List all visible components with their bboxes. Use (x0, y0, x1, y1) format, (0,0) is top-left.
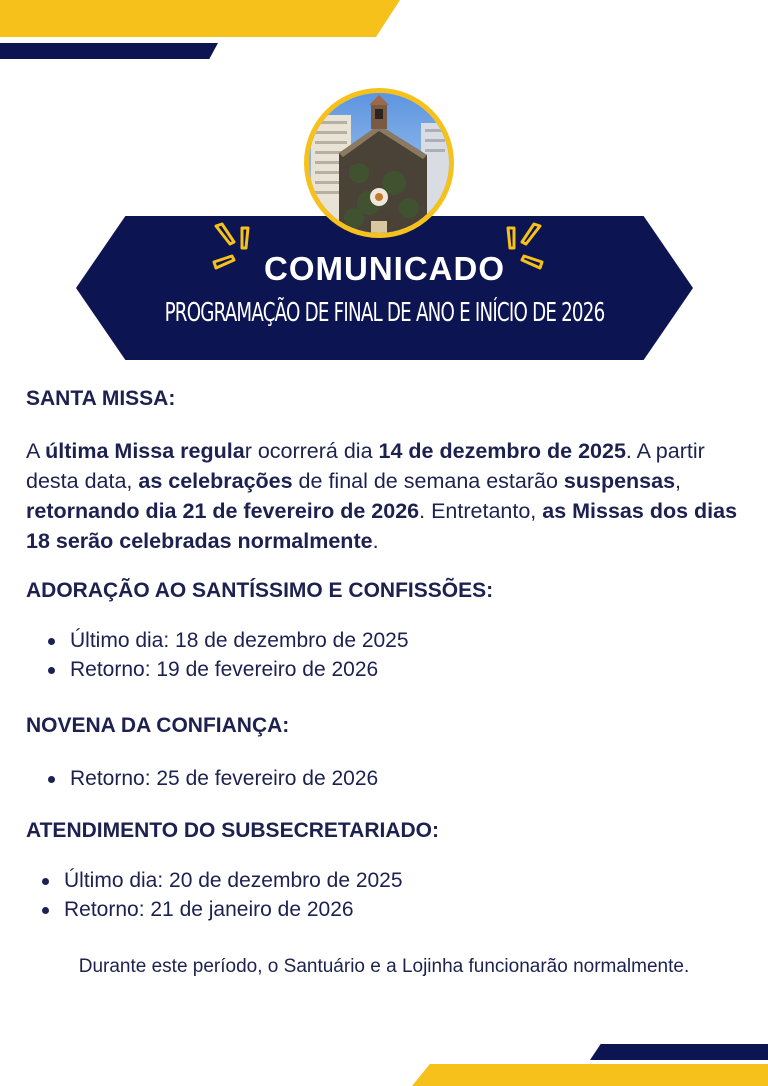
corner-stripe-yellow-bottom (412, 1064, 768, 1086)
santa-missa-paragraph (26, 436, 756, 556)
list-item: Retorno: 25 de fevereiro de 2026 (46, 764, 378, 793)
novena-heading: NOVENA DA CONFIANÇA: (26, 714, 290, 737)
church-photo (304, 88, 454, 238)
text-run: r ocorrerá dia (244, 439, 379, 463)
list-item: Retorno: 21 de janeiro de 2026 (40, 895, 403, 924)
bold-run: as Missas dos dias 18 serão celebradas normalmente (26, 499, 738, 553)
adoracao-list (46, 626, 409, 684)
list-item: Último dia: 20 de dezembro de 2025 (40, 866, 403, 895)
adoracao-heading: ADORAÇÃO AO SANTÍSSIMO E CONFISSÕES: (26, 579, 494, 602)
church-photo-icon (309, 93, 449, 233)
bold-run: última Missa regula (45, 439, 245, 463)
bold-run: 14 de dezembro de 2025 (378, 439, 626, 463)
text-run: . Entretanto, (419, 499, 543, 523)
text-run: de final de semana estarão (292, 469, 564, 493)
corner-stripe-navy-top (0, 43, 218, 59)
text-run: , (675, 469, 682, 493)
bold-run: as celebrações (138, 469, 293, 493)
atendimento-heading: ATENDIMENTO DO SUBSECRETARIADO: (26, 819, 440, 842)
list-item: Último dia: 18 de dezembro de 2025 (46, 626, 409, 655)
footer-note: Durante este período, o Santuário e a Lojinha funcionarão normalmente. (78, 956, 690, 977)
atendimento-list (40, 866, 403, 924)
novena-list (46, 764, 378, 793)
banner-subtitle: PROGRAMAÇÃO DE FINAL DE ANO E INÍCIO DE 2026 (164, 298, 605, 328)
bold-run: retornando dia 21 de fevereiro de 2026 (26, 499, 420, 523)
text-run: . A partir desta data, (26, 439, 705, 493)
santa-missa-heading: SANTA MISSA: (26, 387, 176, 410)
text-run: A (26, 439, 46, 463)
corner-stripe-navy-bottom (590, 1044, 768, 1060)
text-run: . (372, 529, 379, 553)
banner-title: COMUNICADO (264, 250, 505, 287)
list-item: Retorno: 19 de fevereiro de 2026 (46, 655, 409, 684)
bold-run: suspensas (563, 469, 676, 493)
corner-stripe-yellow-top (0, 0, 400, 37)
